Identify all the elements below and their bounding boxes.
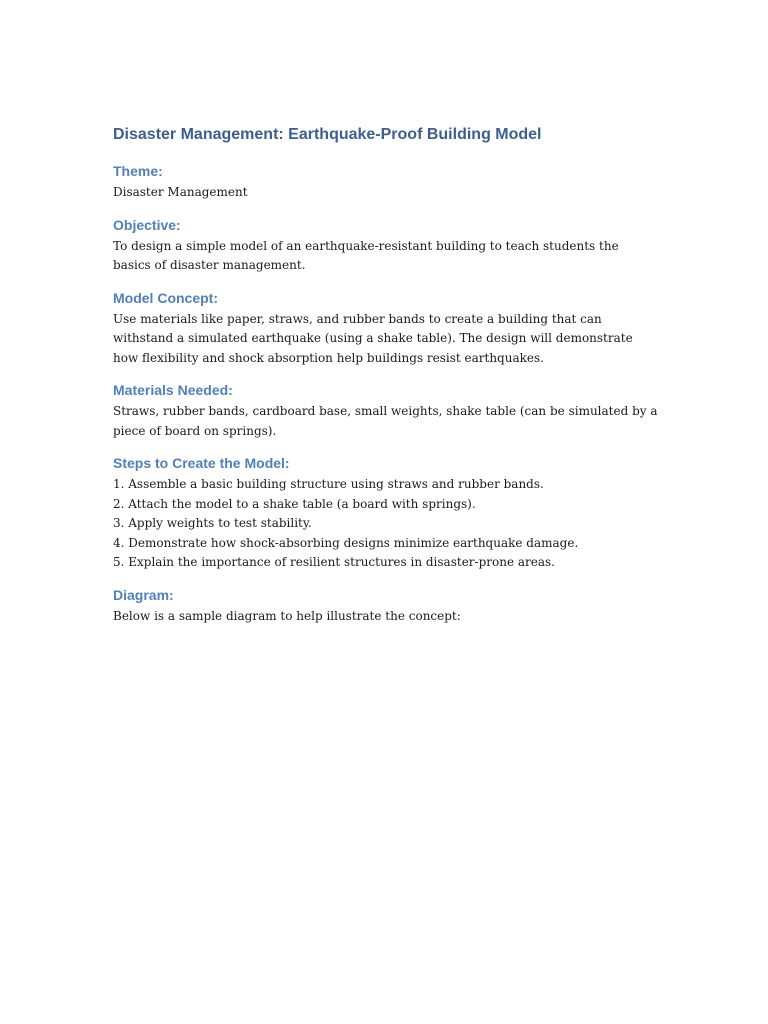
section-heading: Model Concept: [113,289,218,306]
document-title: Disaster Management: Earthquake-Proof Building Model [113,126,542,143]
section-objective [113,216,658,276]
section-heading: Steps to Create the Model: [113,455,290,471]
section-steps [113,454,658,573]
step-item: 5. Explain the importance of resilient structures in disaster-prone areas. [113,555,555,569]
section-heading: Diagram: [113,586,174,603]
section-model-concept [113,289,658,369]
section-heading: Theme: [113,163,163,179]
section-heading: Objective: [113,216,181,233]
steps-list [113,475,658,573]
section-body: Disaster Management [113,185,248,199]
step-item: 1. Assemble a basic building structure using straws and rubber bands. [113,477,544,491]
section-heading: Materials Needed: [113,382,233,398]
step-item: 2. Attach the model to a shake table (a board with springs). [113,496,476,511]
section-materials-needed [113,381,658,441]
section-body: Straws, rubber bands, cardboard base, small weights, shake table (can be simulated by a piece of board on springs). [113,404,658,438]
step-item: 4. Demonstrate how shock-absorbing designs minimize earthquake damage. [113,535,579,550]
section-body: Use materials like paper, straws, and rubber bands to create a building that can withstand a simulated earthquake (using a shake table). The design will demonstrate how flexibility and shock absorption help buildings resist earthquakes. [113,311,633,365]
section-body: Below is a sample diagram to help illustrate the concept: [113,608,461,623]
document-page [113,124,658,639]
section-body: To design a simple model of an earthquake-resistant building to teach students the basics of disaster management. [113,238,619,272]
step-item: 3. Apply weights to test stability. [113,516,312,530]
section-theme [113,162,658,203]
section-diagram [113,586,658,627]
